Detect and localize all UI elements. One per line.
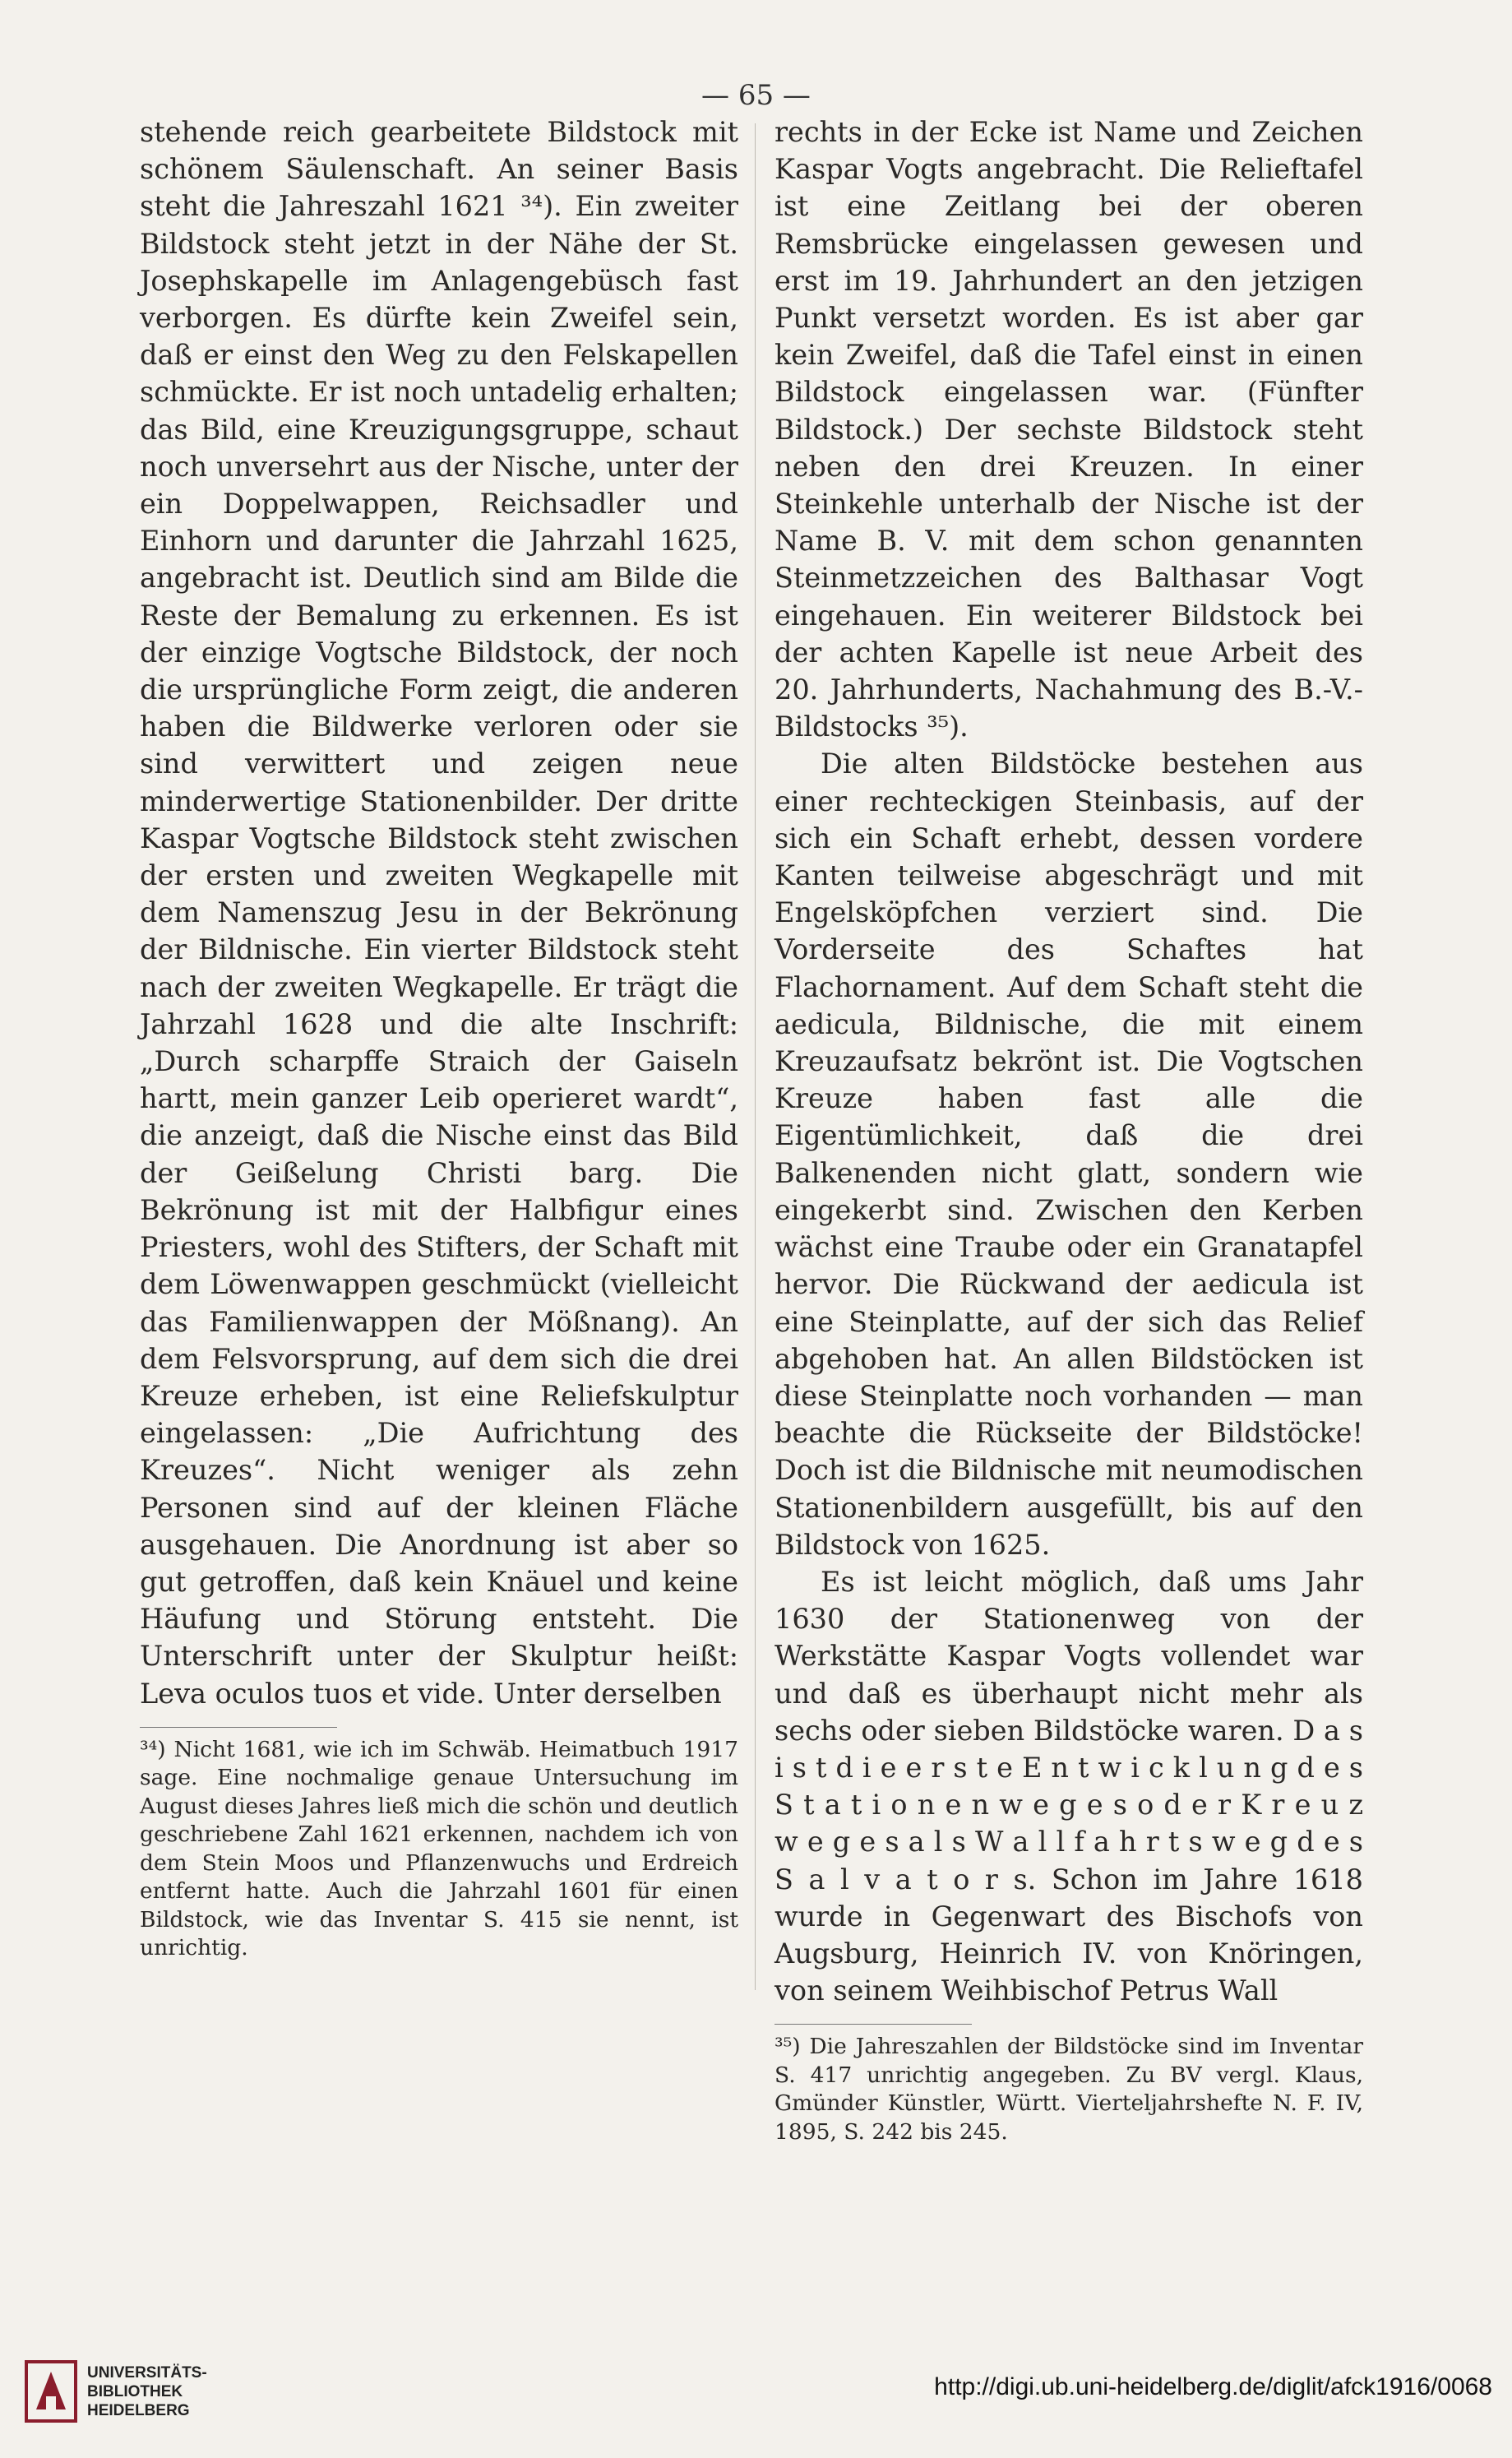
footnote-divider [774,2024,972,2025]
left-column [140,113,738,1963]
footnote-35: ³⁵) Die Jahreszahlen der Bildstöcke sind im Inventar S. 417 unrichtig angegeben. Zu BV vergl. Klaus, Gmünder Künstler, Württ. Vierteljahrshefte N. F. IV, 1895, S. 242 bis 245. [774,2034,1363,2145]
left-paragraph-1: stehende reich gearbeitete Bildstock mit schönem Säulenschaft. An seiner Basis steht die Jahreszahl 1621 ³⁴). Ein zweiter Bildstock steht jetzt in der Nähe der St. Josephskapelle im Anlagengebüsch fast verborgen. Es dürfte kein Zweifel sein, daß er einst den Weg zu den Felskapellen schmückte. Er ist noch untadelig erhalten; das Bild, eine Kreuzigungsgruppe, schaut noch unversehrt aus der Nische, unter der ein Doppelwappen, Reichsadler und Einhorn und darunter die Jahrzahl 1625, angebracht ist. Deutlich sind am Bilde die Reste der Bemalung zu erkennen. Es ist der einzige Vogtsche Bildstock, der noch die ursprüngliche Form zeigt, die anderen haben die Bildwerke verloren oder sie sind verwittert und zeigen neue minderwertige Stationenbilder. Der dritte Kaspar Vogtsche Bildstock steht zwischen der ersten und zweiten Wegkapelle mit dem Namenszug Jesu in der Bekrönung der Bildnische. Ein vierter Bildstock steht nach der zweiten Wegkapelle. Er trägt die Jahrzahl 1628 und die alte Inschrift: „Durch scharpffe Straich der Gaiseln hartt, mein ganzer Leib operieret wardt“, die anzeigt, daß die Nische einst das Bild der Geißelung Christi barg. Die Bekrönung ist mit der Halbfigur eines Priesters, wohl des Stifters, der Schaft mit dem Löwenwappen geschmückt (vielleicht das Familienwappen der Mößnang). An dem Felsvorsprung, auf dem sich die drei Kreuze erheben, ist eine Reliefskulptur eingelassen: „Die Aufrichtung des Kreuzes“. Nicht weniger als zehn Personen sind auf der kleinen Fläche ausgehauen. Die Anordnung ist aber so gut getroffen, daß kein Knäuel und keine Häufung und Störung entsteht. Die Unterschrift unter der Skulptur heißt: Leva oculos tuos et vide. Unter derselben [140,116,738,1710]
right-paragraph-3: Es ist leicht möglich, daß ums Jahr 1630 der Stationenweg von der Werkstätte Kaspar Vogts vollendet war und daß es überhaupt nicht mehr als sechs oder sieben Bildstöcke waren. D a s i s t d i e e r s t e E n t w i c k l u n g d e s S t a t i o n e n w e g e s o d e r K r e u z w e g e s a l s W a l l f a h r t s w e g d e s S a l v a t o r s. Schon im Jahre 1618 wurde in Gegenwart des Bischofs von Augsburg, Heinrich IV. von Knöringen, von seinem Weihbischof Petrus Wall [774,1565,1363,2007]
source-url[interactable]: http://digi.ub.uni-heidelberg.de/diglit/afck1916/0068 [934,2373,1492,2400]
footnote-34: ³⁴) Nicht 1681, wie ich im Schwäb. Heimatbuch 1917 sage. Eine nochmalige genaue Untersuchung im August dieses Jahres ließ mich die schön und deutlich geschriebene Zahl 1621 erkennen, nachdem ich von dem Stein Moos und Pflanzenwuchs und Erdreich entfernt hatte. Auch die Jahrzahl 1601 für einen Bildstock, wie das Inventar S. 415 sie nennt, ist unrichtig. [140,1736,738,1961]
university-seal-icon [25,2360,77,2423]
library-logo-text: UNIVERSITÄTS- BIBLIOTHEK HEIDELBERG [87,2364,207,2419]
footnote-divider [140,1727,337,1728]
page-number: — 65 — [701,79,811,112]
right-paragraph-1: rechts in der Ecke ist Name und Zeichen Kaspar Vogts angebracht. Die Relieftafel ist eine Zeitlang bei der oberen Remsbrücke eingelassen gewesen und erst im 19. Jahrhundert an den jetzigen Punkt versetzt worden. Es ist aber gar kein Zweifel, daß die Tafel einst in einen Bildstock eingelassen war. (Fünfter Bildstock.) Der sechste Bildstock steht neben den drei Kreuzen. In einer Steinkehle unterhalb der Nische ist der Name B. V. mit dem schon genannten Steinmetzzeichen des Balthasar Vogt eingehauen. Ein weiterer Bildstock bei der achten Kapelle ist neue Arbeit des 20. Jahrhunderts, Nachahmung des B.-V.-Bildstocks ³⁵). [774,116,1363,743]
library-logo [25,2358,238,2424]
column-divider [755,123,756,1990]
right-column [774,113,1363,2146]
right-paragraph-2: Die alten Bildstöcke bestehen aus einer rechteckigen Steinbasis, auf der sich ein Schaft erhebt, dessen vordere Kanten teilweise abgeschrägt und mit Engelsköpfchen verziert sind. Die Vorderseite des Schaftes hat Flachornament. Auf dem Schaft steht die aedicula, Bildnische, die mit einem Kreuzaufsatz bekrönt ist. Die Vogtschen Kreuze haben fast alle die Eigentümlichkeit, daß die drei Balkenenden nicht glatt, sondern wie eingekerbt sind. Zwischen den Kerben wächst eine Traube oder ein Granatapfel hervor. Die Rückwand der aedicula ist eine Steinplatte, auf der sich das Relief abgehoben hat. An allen Bildstöcken ist diese Steinplatte noch vorhanden — man beachte die Rückseite der Bildstöcke! Doch ist die Bildnische mit neumodischen Stationenbildern ausgefüllt, bis auf den Bildstock von 1625. [774,748,1363,1561]
